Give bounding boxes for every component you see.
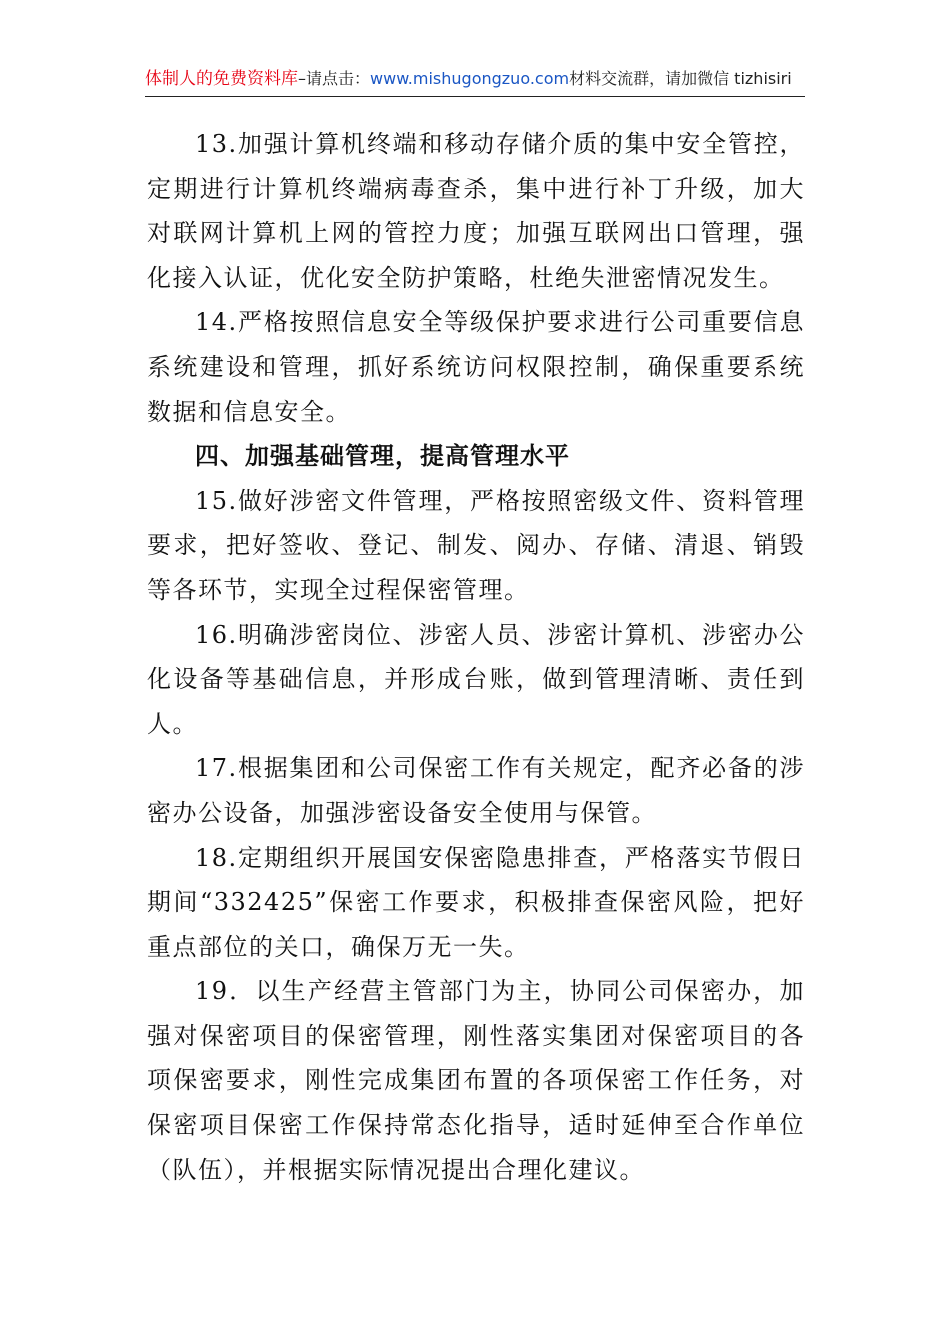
paragraph-13: 13.加强计算机终端和移动存储介质的集中安全管控，定期进行计算机终端病毒查杀，集中进行补丁升级，加大对联网计算机上网的管控力度；加强互联网出口管理，强化接入认证，优化安全防护策略，杜绝失泄密情况发生。	[147, 130, 805, 292]
paragraph-17: 17.根据集团和公司保密工作有关规定，配齐必备的涉密办公设备，加强涉密设备安全使用与保管。	[147, 754, 805, 827]
paragraph-16: 16.明确涉密岗位、涉密人员、涉密计算机、涉密办公化设备等基础信息，并形成台账，做到管理清晰、责任到人。	[147, 620, 805, 738]
page-header	[145, 66, 805, 97]
header-prompt: –请点击：	[298, 69, 371, 88]
paragraph-19: 19．以生产经营主管部门为主，协同公司保密办，加强对保密项目的保密管理，刚性落实集团对保密项目的各项保密要求，刚性完成集团布置的各项保密工作任务，对保密项目保密工作保持常态化指导，适时延伸至合作单位（队伍），并根据实际情况提出合理化建议。	[147, 977, 805, 1184]
header-tail: 材料交流群，请加微信 tizhisiri	[569, 69, 792, 88]
paragraph-18: 18.定期组织开展国安保密隐患排查，严格落实节假日期间“332425”保密工作要求，积极排查保密风险，把好重点部位的关口，确保万无一失。	[147, 843, 805, 961]
header-brand: 体制人的免费资料库	[145, 69, 298, 89]
paragraph-14: 14.严格按照信息安全等级保护要求进行公司重要信息系统建设和管理，抓好系统访问权限控制，确保重要系统数据和信息安全。	[147, 308, 805, 426]
paragraph-15: 15.做好涉密文件管理，严格按照密级文件、资料管理要求，把好签收、登记、制发、阅办、存储、清退、销毁等各环节，实现全过程保密管理。	[147, 486, 805, 604]
header-link[interactable]: www.mishugongzuo.com	[370, 69, 570, 88]
section-heading-4: 四、加强基础管理，提高管理水平	[195, 442, 570, 471]
document-body	[147, 122, 805, 1192]
